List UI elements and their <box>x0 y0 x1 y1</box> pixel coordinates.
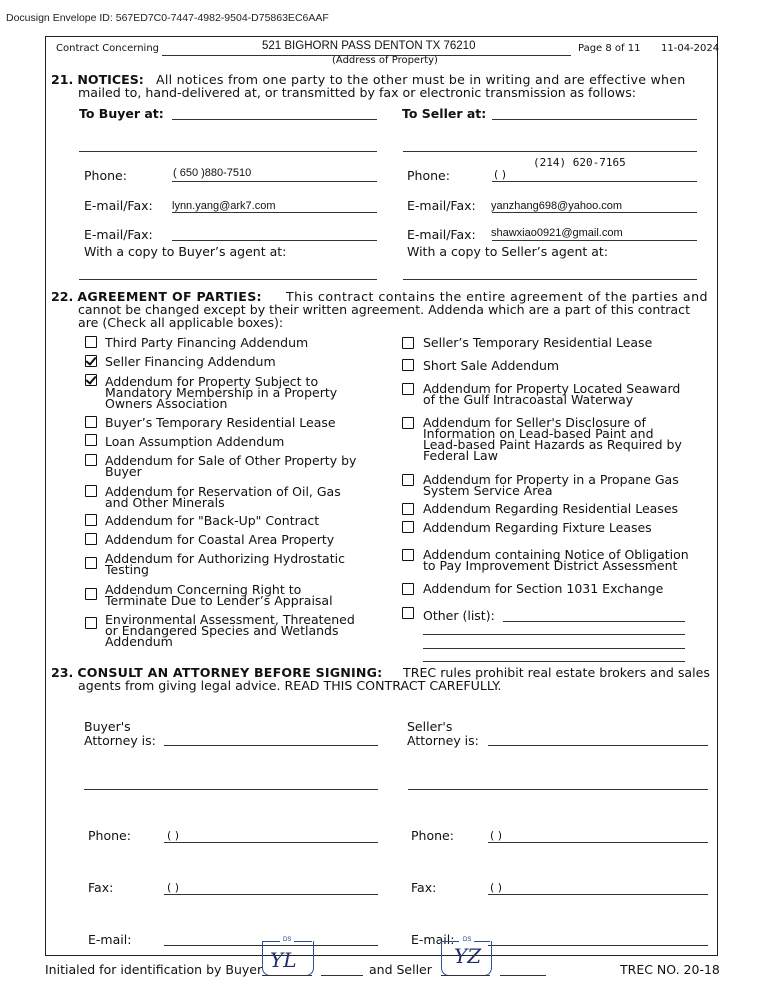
checkbox-seller-financing[interactable] <box>85 355 97 367</box>
checkbox-short-sale[interactable] <box>402 359 414 371</box>
option-loan-assumption: Loan Assumption Addendum <box>105 434 285 449</box>
option-hydrostatic-testing: Addendum for Authorizing Hydrostatic Testing <box>105 551 345 577</box>
option-lender-appraisal: Addendum Concerning Right to Terminate Due to Lender’s Appraisal <box>105 582 333 608</box>
option-back-up-contract: Addendum for "Back-Up" Contract <box>105 513 320 528</box>
buyer-email2-label: E-mail/Fax: <box>84 227 153 242</box>
buyer-email-label: E-mail/Fax: <box>84 198 153 213</box>
checkbox-lender-appraisal[interactable] <box>85 588 97 600</box>
seller-phone-value[interactable]: (214) 620-7165 <box>533 156 626 169</box>
seller-email-label: E-mail/Fax: <box>407 198 476 213</box>
checkbox-hydrostatic-testing[interactable] <box>85 557 97 569</box>
checkbox-lead-based-paint[interactable] <box>402 417 414 429</box>
seller-email2-label: E-mail/Fax: <box>407 227 476 242</box>
checkbox-oil-gas-minerals[interactable] <box>85 485 97 497</box>
buyer-attorney-phone-line[interactable] <box>164 842 378 843</box>
other-list-line-1[interactable] <box>503 621 685 622</box>
seller-attorney-email-line[interactable] <box>488 945 708 946</box>
seller-attorney-label-2: Attorney is: <box>407 733 479 748</box>
buyer-attorney-fax-parens: ( ) <box>167 881 180 894</box>
option-seller-financing: Seller Financing Addendum <box>105 354 276 369</box>
checkbox-loan-assumption[interactable] <box>85 434 97 446</box>
option-sellers-temp-lease: Seller’s Temporary Residential Lease <box>423 335 653 350</box>
buyer-attorney-fax-line[interactable] <box>164 894 378 895</box>
seller-email2-line <box>492 240 697 241</box>
option-seaward-gulf: Addendum for Property Located Seaward of the Gulf Intracoastal Waterway <box>423 381 681 407</box>
seller-agent-line[interactable] <box>403 279 697 280</box>
option-improvement-district: Addendum containing Notice of Obligation to Pay Improvement District Assessment <box>423 547 689 573</box>
option-lead-based-paint: Addendum for Seller's Disclosure of Information on Lead-based Paint and Lead-based Paint Hazards as Required by Federal Law <box>423 415 682 463</box>
buyer-email2-line[interactable] <box>172 240 377 241</box>
option-propane-gas: Addendum for Property in a Propane Gas System Service Area <box>423 472 679 498</box>
seller-email-value[interactable]: yanzhang698@yahoo.com <box>491 200 623 212</box>
checkbox-seaward-gulf[interactable] <box>402 383 414 395</box>
agreement-text-1: This contract contains the entire agreement of the parties and <box>286 289 708 304</box>
agreement-title: AGREEMENT OF PARTIES: <box>77 289 262 304</box>
notices-title: NOTICES: <box>77 72 144 87</box>
seller-attorney-line[interactable] <box>488 745 708 746</box>
option-owners-association: Addendum for Property Subject to Mandatory Membership in a Property Owners Association <box>105 374 338 411</box>
buyer-initials-line <box>262 975 312 976</box>
and-seller-label: and Seller <box>369 962 432 977</box>
option-coastal-area: Addendum for Coastal Area Property <box>105 532 335 547</box>
buyer-copy-label: With a copy to Buyer’s agent at: <box>84 244 287 259</box>
buyer-agent-line[interactable] <box>79 279 377 280</box>
buyer-phone-value[interactable]: ( 650 )880-7510 <box>173 167 252 179</box>
buyer-attorney-label-2: Attorney is: <box>84 733 156 748</box>
form-number: TREC NO. 20-18 <box>620 962 720 977</box>
buyer-attorney-address-line[interactable] <box>84 789 378 790</box>
checkbox-sellers-temp-lease[interactable] <box>402 337 414 349</box>
checkbox-back-up-contract[interactable] <box>85 514 97 526</box>
option-third-party-financing: Third Party Financing Addendum <box>105 335 309 350</box>
buyer-ds-tag: DS <box>283 937 292 943</box>
checkbox-improvement-district[interactable] <box>402 549 414 561</box>
checkbox-residential-leases[interactable] <box>402 503 414 515</box>
option-fixture-leases: Addendum Regarding Fixture Leases <box>423 520 652 535</box>
contract-concerning-label: Contract Concerning <box>56 43 160 54</box>
seller-attorney-fax-label: Fax: <box>411 880 437 895</box>
seller-attorney-fax-line[interactable] <box>488 894 708 895</box>
to-seller-label: To Seller at: <box>402 106 487 121</box>
page-number: Page 8 of 11 <box>578 43 641 54</box>
notices-text-1: All notices from one party to the other must be in writing and are effective when <box>156 72 686 87</box>
option-section-1031: Addendum for Section 1031 Exchange <box>423 581 664 596</box>
checkbox-buyers-temp-lease[interactable] <box>85 416 97 428</box>
checkbox-fixture-leases[interactable] <box>402 521 414 533</box>
form-date: 11-04-2024 <box>661 43 720 54</box>
seller-attorney-phone-line[interactable] <box>488 842 708 843</box>
buyer-attorney-phone-label: Phone: <box>88 828 131 843</box>
checkbox-third-party-financing[interactable] <box>85 336 97 348</box>
buyer-address-line-2[interactable] <box>79 151 377 152</box>
option-oil-gas-minerals: Addendum for Reservation of Oil, Gas and Other Minerals <box>105 484 341 510</box>
attorney-text-1: TREC rules prohibit real estate brokers and sales <box>403 665 710 680</box>
seller-address-line-1[interactable] <box>492 119 697 120</box>
option-residential-leases: Addendum Regarding Residential Leases <box>423 501 679 516</box>
seller-phone-parens: ( ) <box>494 168 507 181</box>
initialed-label: Initialed for identification by Buyer <box>45 962 263 977</box>
buyer-phone-line <box>172 181 377 182</box>
buyer-attorney-fax-label: Fax: <box>88 880 114 895</box>
seller-phone-label: Phone: <box>407 168 450 183</box>
option-environmental-assessment: Environmental Assessment, Threatened or Endangered Species and Wetlands Addendum <box>105 612 355 649</box>
option-sale-other-property: Addendum for Sale of Other Property by Buyer <box>105 453 357 479</box>
option-other-list: Other (list): <box>423 608 495 623</box>
buyer-attorney-label-1: Buyer's <box>84 719 131 734</box>
option-buyers-temp-lease: Buyer’s Temporary Residential Lease <box>105 415 336 430</box>
checkbox-other-list[interactable] <box>402 607 414 619</box>
attorney-number: 23. <box>51 665 74 680</box>
seller-attorney-phone-parens: ( ) <box>490 829 503 842</box>
agreement-text-2: cannot be changed except by their written agreement. Addenda which are a part of this contract <box>78 302 691 317</box>
seller-initials-line <box>441 975 490 976</box>
seller-attorney-phone-label: Phone: <box>411 828 454 843</box>
agreement-number: 22. <box>51 289 74 304</box>
seller-initials-signature: YZ <box>454 944 482 968</box>
attorney-title: CONSULT AN ATTORNEY BEFORE SIGNING: <box>77 665 383 680</box>
checkbox-propane-gas[interactable] <box>402 474 414 486</box>
attorney-text-2: agents from giving legal advice. READ THIS CONTRACT CAREFULLY. <box>78 678 502 693</box>
buyer-attorney-line[interactable] <box>164 745 378 746</box>
other-list-line-3[interactable] <box>423 648 685 649</box>
other-list-line-4[interactable] <box>423 661 685 662</box>
seller-second-initials-line[interactable] <box>500 975 546 976</box>
checkbox-owners-association[interactable] <box>85 374 97 386</box>
address-caption: (Address of Property) <box>332 55 438 66</box>
envelope-id: Docusign Envelope ID: 567ED7C0-7447-4982-9504-D75863EC6AAF <box>6 12 329 24</box>
seller-attorney-address-line[interactable] <box>408 789 708 790</box>
buyer-phone-label: Phone: <box>84 168 127 183</box>
buyer-attorney-phone-parens: ( ) <box>167 829 180 842</box>
notices-text-2: mailed to, hand-delivered at, or transmitted by fax or electronic transmission as follows: <box>78 85 636 100</box>
seller-email-line <box>492 212 697 213</box>
buyer-email-line <box>172 212 377 213</box>
other-list-line-2[interactable] <box>423 634 685 635</box>
seller-attorney-email-label: E-mail: <box>411 932 455 947</box>
checkbox-coastal-area[interactable] <box>85 533 97 545</box>
checkbox-sale-other-property[interactable] <box>85 454 97 466</box>
to-buyer-label: To Buyer at: <box>79 106 164 121</box>
property-address: 521 BIGHORN PASS DENTON TX 76210 <box>262 40 476 52</box>
seller-attorney-label-1: Seller's <box>407 719 453 734</box>
seller-ds-tag: DS <box>463 937 472 943</box>
seller-phone-line <box>492 181 697 182</box>
notices-number: 21. <box>51 72 74 87</box>
buyer-initials-signature: YL <box>270 948 297 972</box>
checkbox-section-1031[interactable] <box>402 583 414 595</box>
buyer-email-value[interactable]: lynn.yang@ark7.com <box>172 200 276 212</box>
seller-attorney-fax-parens: ( ) <box>490 881 503 894</box>
seller-email2-value[interactable]: shawxiao0921@gmail.com <box>491 227 623 239</box>
seller-address-line-2[interactable] <box>403 151 697 152</box>
checkbox-environmental-assessment[interactable] <box>85 617 97 629</box>
buyer-address-line-1[interactable] <box>172 119 377 120</box>
buyer-second-initials-line[interactable] <box>321 975 363 976</box>
agreement-text-3: are (Check all applicable boxes): <box>78 315 284 330</box>
seller-copy-label: With a copy to Seller’s agent at: <box>407 244 609 259</box>
option-short-sale: Short Sale Addendum <box>423 358 560 373</box>
buyer-attorney-email-label: E-mail: <box>88 932 132 947</box>
